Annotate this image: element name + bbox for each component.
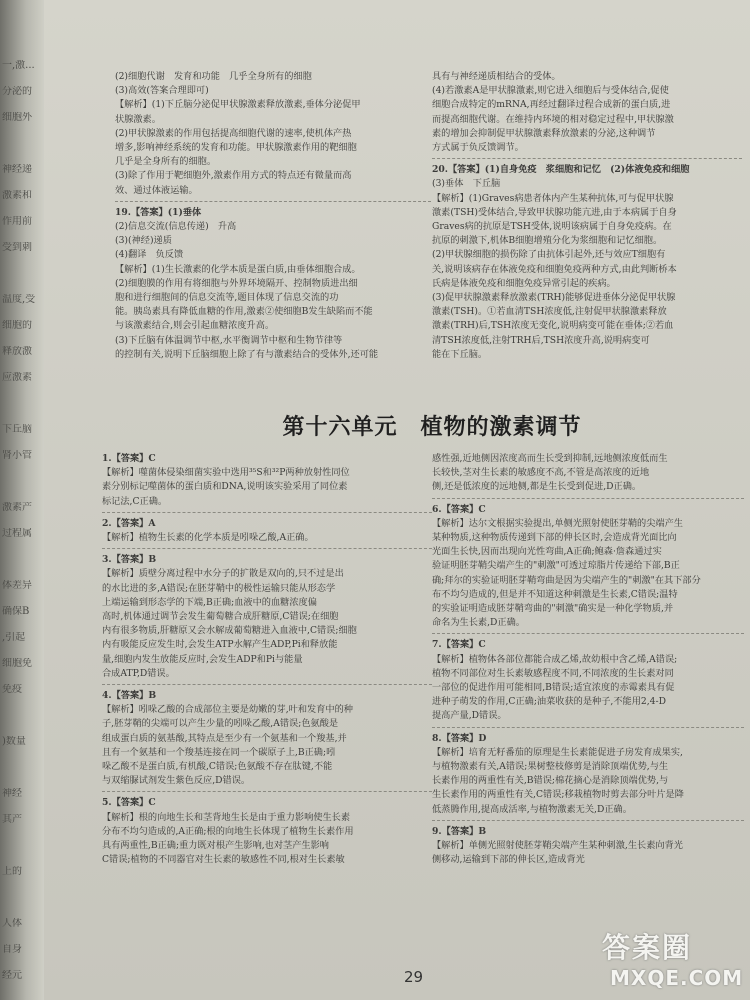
text-line: 增多,影响神经系统的发育和功能。甲状腺激素作用的靶细胞 (115, 142, 357, 154)
adjacent-page-fragment: 下丘脑 (2, 424, 32, 435)
text-line: (2)细胞膜的作用有将细胞与外界环境隔开、控制物质进出细 (115, 277, 358, 289)
text-line: 内有很多物质,肝糖原又会水解成葡萄糖进入血液中,C错误;细胞 (102, 625, 357, 637)
adjacent-page-fragment: 激素和 (2, 190, 32, 201)
text-line: 内有吸能反应发生时,会发生ATP水解产生ADP,Pi和释放能 (102, 639, 338, 651)
adjacent-page-fragment: 肾小管 (2, 450, 32, 461)
adjacent-page-fragment: 激素产 (2, 502, 32, 513)
text-line: 【解析】植物体各部位都能合成乙烯,故幼根中含乙烯,A错误; (432, 653, 678, 665)
text-line: 上端运输到形态学的下端,B正确;血液中的血糖浓度偏 (102, 596, 317, 608)
text-line: (3)高效(答案合理即可) (115, 85, 209, 97)
adjacent-page-fragment: 分泌的 (2, 86, 32, 97)
text-line: (2)甲状腺细胞的损伤除了由抗体引起外,还与效应T细胞有 (432, 249, 666, 261)
text-line: 7.【答案】C (432, 639, 486, 651)
text-line: 验证明胚芽鞘尖端产生的"刺激"可透过琼脂片传递给下部,B正 (432, 560, 680, 572)
text-line: 胞和进行细胞间的信息交流等,题目体现了信息交流的功 (115, 292, 339, 304)
text-line: 具有两重性,B正确;重力既对根产生影响,也对茎产生影响 (102, 840, 329, 852)
text-line: 【解析】单侧光照射使胚芽鞘尖端产生某种刺激,生长素向背光 (432, 840, 683, 852)
adjacent-page-fragment: 释放激 (2, 346, 32, 357)
text-line: (2)细胞代谢 发育和功能 几乎全身所有的细胞 (115, 71, 312, 82)
q19-continuation (432, 70, 742, 155)
text-line: 关,说明该病存在体液免疫和细胞免疫两种方式,由此判断桥本 (432, 263, 677, 275)
text-line: 具有与神经递质相结合的受体。 (432, 71, 561, 82)
text-line: 方式属于负反馈调节。 (432, 142, 524, 154)
answer-block (102, 796, 432, 867)
answer-block (102, 689, 432, 788)
text-line: 的水比进的多,A错误;在胚芽鞘中的极性运输只能从形态学 (102, 582, 336, 594)
watermark-text: 答案圈 (602, 931, 693, 964)
answer-block (432, 732, 744, 817)
text-line: 效、通过体液运输。 (115, 184, 198, 196)
text-line: 组成蛋白质的氨基酸,其特点是至少有一个氨基和一个羧基,并 (102, 732, 347, 744)
adjacent-page-fragment: 细胞的 (2, 320, 32, 331)
text-line: 【解析】(1)生长激素的化学本质是蛋白质,由垂体细胞合成。 (115, 263, 361, 275)
text-line: 合成ATP,D错误。 (102, 667, 175, 679)
divider (102, 512, 432, 513)
text-line: 命名为生长素,D正确。 (432, 617, 525, 629)
answer-block (432, 452, 744, 495)
answer-block (102, 452, 432, 509)
text-line: 哚乙酸不是蛋白质,有机酸,C错误;色氨酸不存在肽键,不能 (102, 761, 333, 773)
text-line: 素的增加会抑制促甲状腺激素释放激素的分泌,这种调节 (432, 127, 656, 139)
text-line: 与该激素结合,则会引起血糖浓度升高。 (115, 320, 275, 332)
text-line: 侧,还是低浓度的远地侧,都是生长受到促进,D正确。 (432, 481, 642, 493)
text-line: 能。胰岛素具有降低血糖的作用,激素②使细胞B发生缺陷而不能 (115, 306, 373, 318)
text-line: 能在下丘脑。 (432, 348, 488, 360)
adjacent-page-fragment: ,引起 (2, 632, 26, 643)
text-line: 几乎是全身所有的细胞。 (115, 156, 217, 168)
text-line: Graves病的抗原是TSH受体,说明该病属于自身免疫病。在 (432, 221, 672, 233)
adjacent-page-fragment: 应激素 (2, 372, 32, 383)
adjacent-page-fragment: 神经递 (2, 164, 32, 175)
divider (432, 727, 744, 728)
text-line: 【解析】根的向地生长和茎背地生长是由于重力影响使生长素 (102, 811, 351, 823)
divider (432, 633, 744, 634)
divider (432, 820, 744, 821)
text-line: 量,细胞内发生放能反应时,会发生ADP和Pi与能量 (102, 653, 303, 665)
divider (432, 498, 744, 499)
text-line: 提高产量,D错误。 (432, 710, 507, 722)
adjacent-page-fragment: 自身 (2, 944, 22, 955)
adjacent-page-fragment: 神经 (2, 788, 22, 799)
text-line: 19.【答案】(1)垂体 (115, 206, 202, 218)
text-line: 植物不同部位对生长素敏感程度不同,不同浓度的生长素对同 (432, 667, 674, 679)
text-line: 且有一个氨基和一个羧基连接在同一个碳原子上,B正确;吲 (102, 746, 336, 758)
adjacent-page-fragment: 温度,受 (2, 294, 36, 305)
adjacent-page-fragment: 免疫 (2, 684, 22, 695)
text-line: 【解析】噬菌体侵染细菌实验中选用³⁵S和³²P两种放射性同位 (102, 467, 350, 479)
text-line: 细胞合成特定的mRNA,再经过翻译过程合成新的蛋白质,进 (432, 99, 671, 111)
watermark-logo (602, 924, 742, 994)
text-line: (2)甲状腺激素的作用包括提高细胞代谢的速率,使机体产热 (115, 127, 352, 139)
text-line: 氏病是体液免疫和细胞免疫异常引起的疾病。 (432, 277, 616, 289)
text-line: 激素(TSH)受体结合,导致甲状腺功能亢进,由于本病属于自身 (432, 206, 677, 218)
text-line: 【解析】吲哚乙酸的合成部位主要是幼嫩的芽,叶和发育中的种 (102, 704, 353, 716)
text-line: 8.【答案】D (432, 732, 487, 744)
answer-page (44, 0, 750, 1000)
adjacent-page-fragment: )数量 (2, 736, 26, 747)
text-line: 【解析】质壁分离过程中水分子的扩散是双向的,只不过是出 (102, 568, 344, 580)
text-line: 子,胚芽鞘的尖端可以产生少量的吲哚乙酸,A错误;色氨酸是 (102, 718, 339, 730)
adjacent-page-fragment: 其产 (2, 814, 22, 825)
text-line: 素分别标记噬菌体的蛋白质和DNA,说明该实验采用了同位素 (102, 481, 348, 493)
text-line: 进种子萌发的作用,C正确;油菜收获的是种子,不能用2,4-D (432, 696, 666, 708)
text-line: 与植物激素有关,A错误;果树整枝修剪是消除顶端优势,与生 (432, 761, 669, 773)
text-line: 【解析】培育无籽番茄的原理是生长素能促进子房发育成果实, (432, 746, 683, 758)
page-number: 29 (404, 968, 424, 986)
q19-answer (115, 206, 431, 362)
text-line: 侧移动,运输到下部的伸长区,造成背光 (432, 854, 585, 866)
answer-block (432, 638, 744, 723)
top-right-column (432, 70, 742, 362)
text-line: 4.【答案】B (102, 690, 157, 702)
answer-block (102, 517, 432, 545)
text-line: 状腺激素。 (115, 113, 161, 125)
text-line: 标记法,C正确。 (102, 495, 168, 507)
text-line: (3)促甲状腺激素释放激素(TRH)能够促进垂体分泌促甲状腺 (432, 292, 676, 304)
text-line: 激素(TRH)后,TSH浓度无变化,说明病变可能在垂体;②若血 (432, 320, 674, 332)
answer-block (432, 503, 744, 631)
text-line: 与双缩脲试剂发生紫色反应,D错误。 (102, 775, 251, 787)
divider (115, 201, 431, 202)
text-line: 感性强,近地侧因浓度高而生长受到抑制,远地侧浓度低而生 (432, 453, 668, 464)
adjacent-page-fragment: 确保B (2, 606, 30, 617)
text-line: 长素作用的两重性有关,B错误;棉花摘心是消除顶端优势,与 (432, 775, 669, 787)
text-line: 【解析】达尔文根据实验提出,单侧光照射使胚芽鞘的尖端产生 (432, 517, 683, 529)
text-line: 6.【答案】C (432, 503, 486, 515)
text-line: 【解析】(1)Graves病患者体内产生某种抗体,可与促甲状腺 (432, 192, 674, 204)
text-line: (2)信息交流(信息传递) 升高 (115, 221, 237, 233)
text-line: 2.【答案】A (102, 517, 156, 529)
text-line: (3)除了作用于靶细胞外,激素作用方式的特点还有微量而高 (115, 170, 352, 182)
text-line: 的控制有关,说明下丘脑细胞上除了有与激素结合的受体外,还可能 (115, 348, 379, 360)
text-line: (3)下丘脑有体温调节中枢,水平衡调节中枢和生物节律等 (115, 334, 343, 346)
q18-continuation (115, 70, 431, 198)
divider (102, 791, 432, 792)
q20-answer (432, 163, 742, 362)
watermark-url: MXQE.COM (610, 966, 744, 990)
adjacent-page-strip (0, 0, 44, 1000)
text-line: 1.【答案】C (102, 453, 156, 464)
text-line: 激素(TSH)。①若血清TSH浓度低,注射促甲状腺激素释放 (432, 306, 667, 318)
text-line: 光面生长快,因而出现向光性弯曲,A正确;鲍森·詹森通过实 (432, 546, 662, 558)
adjacent-page-fragment: 作用前 (2, 216, 32, 227)
bottom-right-column (432, 452, 744, 867)
text-line: 而提高细胞代谢。在维持内环境的相对稳定过程中,甲状腺激 (432, 113, 674, 125)
text-line: 某种物质,这种物质传递到下部的伸长区时,会造成背光面比向 (432, 532, 677, 544)
text-line: C错误;植物的不同器官对生长素的敏感性不同,根对生长素敏 (102, 854, 345, 866)
adjacent-page-fragment: 体差异 (2, 580, 32, 591)
text-line: 【解析】植物生长素的化学本质是吲哚乙酸,A正确。 (102, 532, 314, 544)
answer-block (102, 553, 432, 681)
text-line: 的实验证明造成胚芽鞘弯曲的"刺激"确实是一种化学物质,并 (432, 603, 674, 615)
adjacent-page-fragment: 人体 (2, 918, 22, 929)
text-line: (4)若激素A是甲状腺激素,则它进入细胞后与受体结合,促使 (432, 85, 669, 97)
text-line: 一部位的促进作用可能相同,B错误;适宜浓度的赤霉素具有促 (432, 682, 675, 694)
text-line: 5.【答案】C (102, 797, 156, 809)
adjacent-page-fragment: 经元 (2, 970, 22, 981)
divider (432, 158, 742, 159)
divider (102, 684, 432, 685)
unit-title: 第十六单元 植物的激素调节 (282, 415, 582, 440)
adjacent-page-fragment: 一,激... (2, 60, 35, 71)
top-left-column (115, 70, 431, 362)
answer-block (432, 825, 744, 868)
text-line: (4)翻译 负反馈 (115, 249, 184, 261)
text-line: 高时,机体通过调节会发生葡萄糖合成肝糖原,C错误;在细胞 (102, 611, 339, 623)
text-line: 20.【答案】(1)自身免疫 浆细胞和记忆 (2)体液免疫和细胞 (432, 164, 690, 176)
text-line: 确;拜尔的实验证明胚芽鞘弯曲是因为尖端产生的"刺激"在其下部分 (432, 574, 701, 586)
bottom-left-column (102, 452, 432, 867)
text-line: 分布不均匀造成的,A正确;根的向地生长体现了植物生长素作用 (102, 825, 354, 837)
text-line: 抗原的刺激下,机体B细胞增殖分化为浆细胞和记忆细胞。 (432, 235, 663, 247)
adjacent-page-fragment: 细胞免 (2, 658, 32, 669)
text-line: 低蒸腾作用,提高成活率,与植物激素无关,D正确。 (432, 803, 632, 815)
adjacent-page-fragment: 过程属 (2, 528, 32, 539)
text-line: 3.【答案】B (102, 554, 157, 566)
divider (102, 548, 432, 549)
text-line: 【解析】(1)下丘脑分泌促甲状腺激素释放激素,垂体分泌促甲 (115, 99, 361, 111)
text-line: (3)(神经)递质 (115, 235, 172, 247)
text-line: 清TSH浓度低,注射TRH后,TSH浓度升高,说明病变可 (432, 334, 650, 346)
text-line: 布不均匀造成的,但是并不知道这种刺激是生长素,C错误;温特 (432, 588, 678, 600)
adjacent-page-fragment: 上的 (2, 866, 22, 877)
text-line: 9.【答案】B (432, 825, 487, 837)
adjacent-page-fragment: 受到刺 (2, 242, 32, 253)
text-line: (3)垂体 下丘脑 (432, 178, 501, 190)
text-line: 生长素作用的两重性有关,C错误;移栽植物时剪去部分叶片是降 (432, 789, 684, 801)
text-line: 长较快,茎对生长素的敏感度不高,不管是高浓度的近地 (432, 467, 650, 479)
adjacent-page-fragment: 细胞外 (2, 112, 32, 123)
